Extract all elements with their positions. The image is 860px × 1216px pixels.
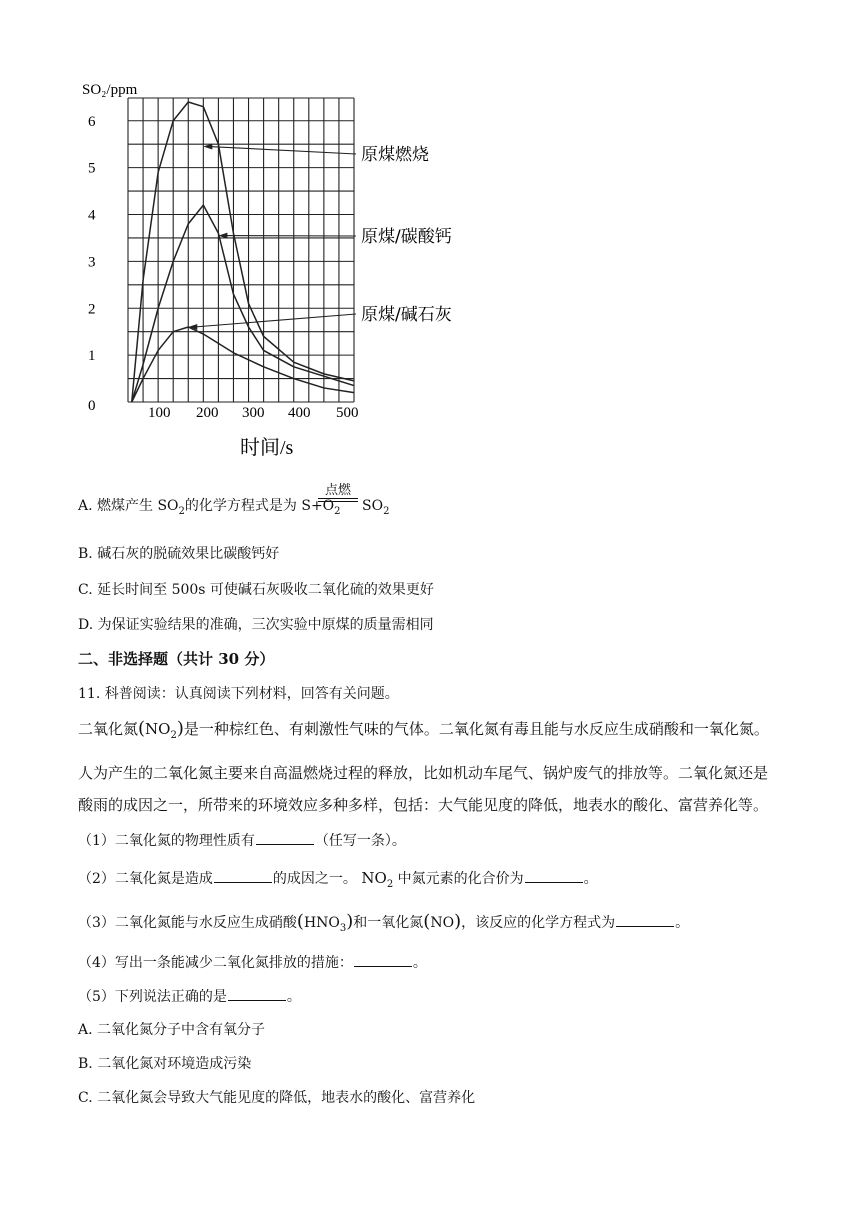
- answer-blank[interactable]: [228, 986, 286, 1001]
- x-tick-label: 200: [196, 405, 219, 421]
- y-tick-label: 1: [88, 348, 96, 365]
- x-tick-label: 400: [288, 405, 311, 421]
- y-tick-label: 2: [88, 301, 96, 318]
- y-axis-label: SO₂/ppm: [82, 82, 138, 98]
- x-tick-label: 300: [242, 405, 265, 421]
- chart-series: [132, 102, 354, 402]
- annotation-label: 原煤/碳酸钙: [361, 227, 452, 247]
- option-a: A. 燃煤产生 $SO_2$的化学方程式是为 $S+O_2$: [78, 498, 341, 517]
- q11-option-b: B. 二氧化氮对环境造成污染: [78, 1056, 252, 1072]
- q11-sub1: （1）二氧化氮的物理性质有 （任写一条）。: [78, 830, 406, 851]
- reaction-condition: [316, 479, 360, 515]
- section-title: 二、非选择题（共计 30 分）: [78, 650, 275, 668]
- annotation-label: 原煤/碱石灰: [361, 305, 452, 325]
- option-a-product: $SO_2$: [362, 498, 390, 517]
- origin-label: 0: [88, 398, 96, 414]
- q11-option-c: C. 二氧化氮会导致大气能见度的降低，地表水的酸化、富营养化: [78, 1090, 476, 1106]
- q11-sub5: （5）下列说法正确的是 。: [78, 986, 301, 1007]
- y-tick-label: 6: [88, 113, 96, 130]
- q11-paragraph-line1: 二氧化氮$(NO_2)$是一种棕红色、有刺激性气味的气体。二氧化氮有毒且能与水反应生成硝酸和一氧化氮。: [78, 718, 769, 741]
- q11-sub2: （2）二氧化氮是造成 的成因之一。 $NO_2$ 中氮元素的化合价为 。: [78, 869, 598, 890]
- answer-blank[interactable]: [354, 952, 412, 967]
- answer-blank[interactable]: [214, 868, 272, 883]
- chart-annotations: [188, 144, 451, 330]
- annotation-label: 原煤燃烧: [361, 145, 429, 165]
- option-c: C. 延长时间至 500s 可使碱石灰吸收二氧化硫的效果更好: [78, 582, 434, 598]
- equals-bar-bottom: [318, 501, 358, 502]
- answer-blank[interactable]: [525, 868, 583, 883]
- y-tick-label: 3: [88, 254, 96, 271]
- option-d: D. 为保证实验结果的准确，三次实验中原煤的质量需相同: [78, 617, 434, 633]
- y-tick-label: 4: [88, 207, 96, 224]
- y-tick-labels: [88, 114, 96, 364]
- answer-blank[interactable]: [616, 912, 674, 927]
- q11-sub3: （3）二氧化氮能与水反应生成硝酸$(HNO_3)$和一氧化氮(NO)，该反应的化学方程式为 。: [78, 911, 690, 934]
- x-tick-label: 100: [148, 405, 171, 421]
- answer-blank[interactable]: [256, 830, 314, 845]
- option-b: B. 碱石灰的脱硫效果比碳酸钙好: [78, 546, 280, 562]
- annotation-arrow: [209, 147, 356, 154]
- equals-bar-top: [318, 498, 358, 499]
- so2-chart: [70, 72, 490, 467]
- series-line: [132, 327, 354, 402]
- q11-paragraph-line2: 人为产生的二氧化氮主要来自高温燃烧过程的释放，比如机动车尾气、锅炉废气的排放等。二氧化氮还是: [78, 764, 769, 782]
- x-tick-labels: [148, 405, 359, 421]
- q11-title: 11. 科普阅读：认真阅读下列材料，回答有关问题。: [78, 686, 399, 702]
- q11-option-a: A. 二氧化氮分子中含有氧分子: [78, 1022, 266, 1038]
- q11-sub4: （4）写出一条能减少二氧化氮排放的措施： 。: [78, 952, 427, 973]
- condition-label: 点燃: [324, 483, 351, 498]
- x-axis-label: 时间/s: [240, 437, 294, 459]
- q11-paragraph-line3: 酸雨的成因之一，所带来的环境效应多种多样，包括：大气能见度的降低，地表水的酸化、富营养化等。: [78, 796, 769, 814]
- y-tick-label: 5: [88, 160, 96, 177]
- x-tick-label: 500: [336, 405, 359, 421]
